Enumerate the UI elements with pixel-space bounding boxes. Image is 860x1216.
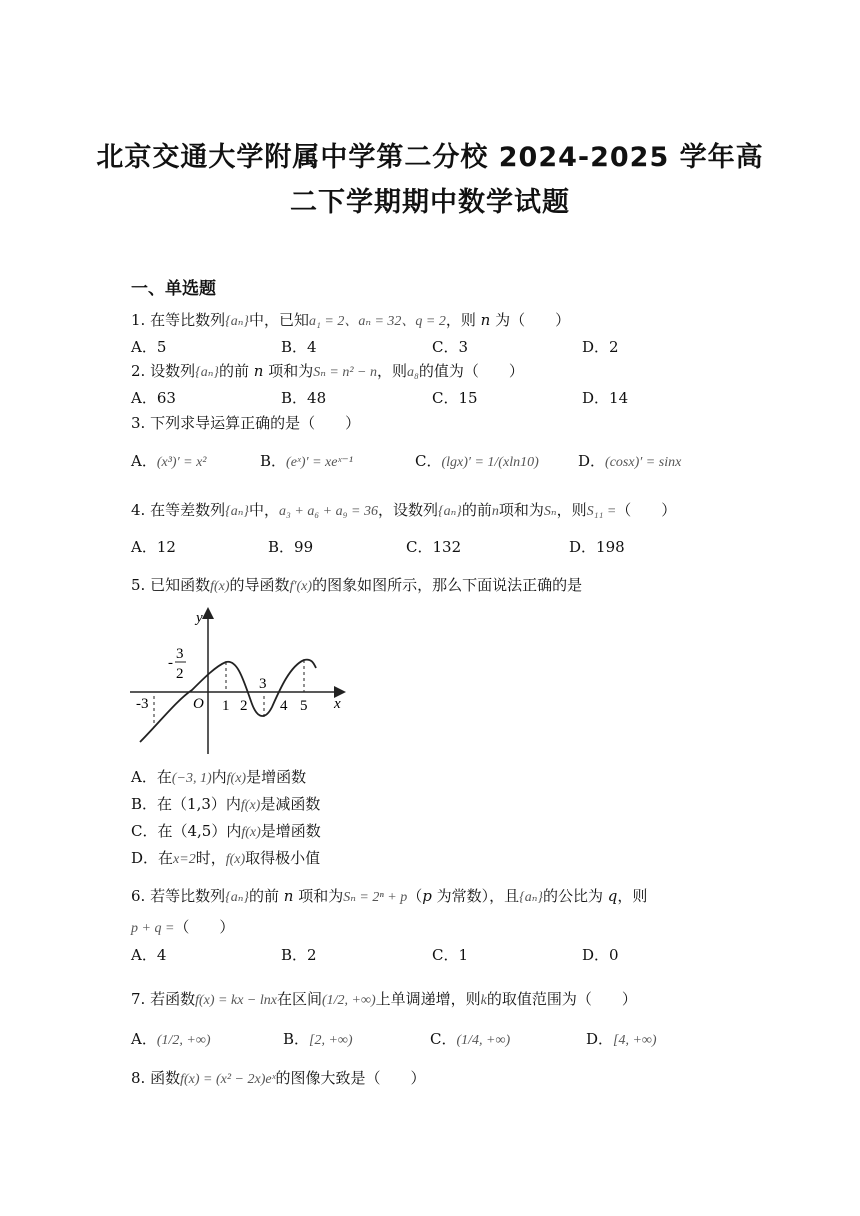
question-6-line-2: p + q =（ ） <box>131 918 235 936</box>
label-1: 1 <box>222 698 230 714</box>
label-neg32-den: 2 <box>176 666 184 682</box>
question-8: 8. 函数f(x) = (x² − 2x)eˣ的图像大致是（ ） <box>131 1069 426 1087</box>
q3-option-c: C．(lgx)′ = 1/(xln10) <box>415 452 539 470</box>
q4-option-d: D．198 <box>569 538 625 556</box>
q2-option-c: C．15 <box>432 389 478 407</box>
q2-option-d: D．14 <box>582 389 629 407</box>
question-2: 2. 设数列{aₙ}的前 n 项和为Sₙ = n² − n，则a₈的值为（ ） <box>131 362 524 380</box>
q4-option-b: B．99 <box>268 538 314 556</box>
label-4: 4 <box>280 698 288 714</box>
title-line-2: 二下学期期中数学试题 <box>290 187 570 218</box>
q1-option-d: D．2 <box>582 338 619 356</box>
q3-option-a: A．(x³)′ = x² <box>131 452 207 470</box>
q6-option-c: C．1 <box>432 946 469 964</box>
q5-option-b: B．在（1,3）内f(x)是减函数 <box>131 795 321 813</box>
q6-option-d: D．0 <box>582 946 619 964</box>
question-5: 5. 已知函数f(x)的导函数f′(x)的图象如图所示，那么下面说法正确的是 <box>131 576 583 594</box>
q7-option-a: A．(1/2, +∞) <box>131 1030 211 1048</box>
q3-option-d: D．(cosx)′ = sinx <box>578 452 682 470</box>
label-2: 2 <box>240 698 248 714</box>
q1-option-a: A．5 <box>131 338 167 356</box>
q7-option-c: C．(1/4, +∞) <box>430 1030 511 1048</box>
q6-option-b: B．2 <box>281 946 317 964</box>
label-3: 3 <box>259 676 267 692</box>
question-3: 3. 下列求导运算正确的是（ ） <box>131 414 361 432</box>
label-y: y <box>196 610 203 626</box>
label-neg3: -3 <box>136 696 149 712</box>
section-heading: 一、单选题 <box>131 279 216 299</box>
question-1: 1. 在等比数列{aₙ}中，已知a₁ = 2、aₙ = 32、q = 2，则 n 为（ ） <box>131 311 571 329</box>
q3-option-b: B．(eˣ)′ = xeˣ⁻¹ <box>260 452 353 470</box>
q1-option-b: B．4 <box>281 338 317 356</box>
label-5: 5 <box>300 698 308 714</box>
q5-option-c: C．在（4,5）内f(x)是增函数 <box>131 822 321 840</box>
question-7: 7. 若函数f(x) = kx − lnx在区间(1/2, +∞)上单调递增，则k的取值范围为（ ） <box>131 990 637 1008</box>
q7-option-d: D．[4, +∞) <box>586 1030 657 1048</box>
q5-option-d: D．在x=2时，f(x)取得极小值 <box>131 849 321 867</box>
label-origin: O <box>193 696 204 712</box>
question-4: 4. 在等差数列{aₙ}中，a₃ + a₆ + a₉ = 36，设数列{aₙ}的前n项和为Sₙ，则S₁₁ =（ ） <box>131 501 677 519</box>
q4-option-c: C．132 <box>406 538 462 556</box>
q5-option-a: A．在(−3, 1)内f(x)是增函数 <box>131 768 307 786</box>
q1-option-c: C．3 <box>432 338 469 356</box>
q2-option-b: B．48 <box>281 389 327 407</box>
q6-option-a: A．4 <box>131 946 167 964</box>
label-x: x <box>334 696 341 712</box>
q4-option-a: A．12 <box>131 538 176 556</box>
q7-option-b: B．[2, +∞) <box>283 1030 353 1048</box>
label-neg32-num: 3 <box>176 646 184 662</box>
question-6: 6. 若等比数列{aₙ}的前 n 项和为Sₙ = 2ⁿ + p（p 为常数），且{aₙ}的公比为 q，则 <box>131 887 648 905</box>
derivative-graph <box>128 604 350 756</box>
title-line-1: 北京交通大学附属中学第二分校 2024-2025 学年高 <box>96 142 764 173</box>
label-neg32-sign: - <box>168 655 173 671</box>
q2-option-a: A．63 <box>131 389 176 407</box>
